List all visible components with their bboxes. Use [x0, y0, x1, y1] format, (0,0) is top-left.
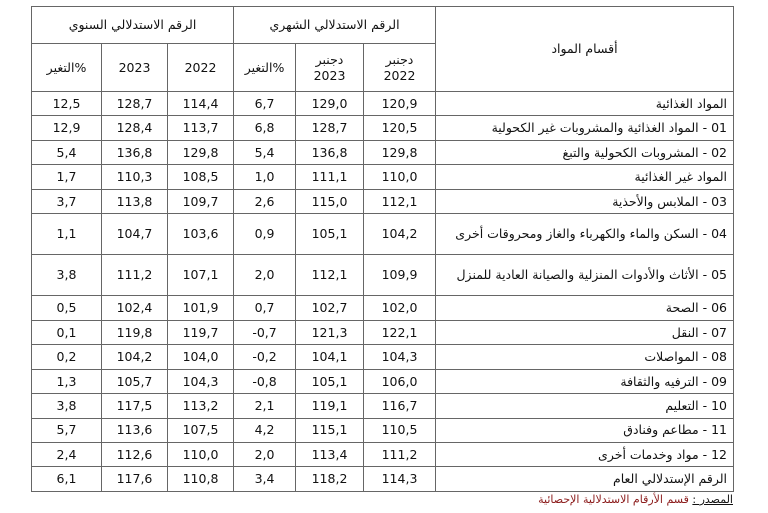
- cell-a-23: 119,8: [102, 320, 168, 344]
- cell-a-chg: 12,5: [32, 92, 102, 116]
- cell-a-22: 109,7: [168, 189, 234, 213]
- row-label: المواد الغذائية: [436, 92, 734, 116]
- table-row: [32, 116, 734, 140]
- cell-a-23: 102,4: [102, 296, 168, 320]
- cpi-table: [31, 6, 734, 492]
- table-row: [32, 369, 734, 393]
- cell-m-chg: 3,4: [234, 467, 296, 492]
- table-row: [32, 214, 734, 255]
- annual-2022-header: 2022: [168, 44, 234, 92]
- cell-m-22: 116,7: [364, 394, 436, 418]
- cell-m-chg: 0,9: [234, 214, 296, 255]
- table-body: [32, 92, 734, 492]
- cell-m-23: 136,8: [296, 140, 364, 164]
- cell-m-chg: 4,2: [234, 418, 296, 442]
- cell-a-chg: 3,8: [32, 255, 102, 296]
- cell-m-23: 102,7: [296, 296, 364, 320]
- category-header: أقسام المواد: [436, 7, 734, 92]
- cell-a-23: 117,6: [102, 467, 168, 492]
- source-note: [480, 493, 733, 506]
- cell-m-chg: -0,8: [234, 369, 296, 393]
- row-label: 10 - التعليم: [436, 394, 734, 418]
- cell-a-23: 111,2: [102, 255, 168, 296]
- cell-m-chg: 2,6: [234, 189, 296, 213]
- cell-m-22: 104,2: [364, 214, 436, 255]
- cell-a-23: 112,6: [102, 442, 168, 466]
- table-row: [32, 442, 734, 466]
- row-label: المواد غير الغذائية: [436, 165, 734, 189]
- monthly-dec-2023-header: دجنبر 2023: [296, 44, 364, 92]
- cell-a-23: 104,2: [102, 345, 168, 369]
- cell-m-chg: -0,7: [234, 320, 296, 344]
- cell-a-22: 108,5: [168, 165, 234, 189]
- cell-a-23: 113,8: [102, 189, 168, 213]
- row-label: 08 - المواصلات: [436, 345, 734, 369]
- table-row: [32, 394, 734, 418]
- cell-m-22: 129,8: [364, 140, 436, 164]
- cell-m-22: 106,0: [364, 369, 436, 393]
- cell-m-23: 121,3: [296, 320, 364, 344]
- source-text: قسم الأرقام الاستدلالية الإحصائية: [538, 493, 689, 506]
- cell-m-22: 104,3: [364, 345, 436, 369]
- cell-a-23: 128,4: [102, 116, 168, 140]
- row-label: الرقم الإستدلالي العام: [436, 467, 734, 492]
- cell-m-22: 102,0: [364, 296, 436, 320]
- cell-a-chg: 3,7: [32, 189, 102, 213]
- cell-a-23: 117,5: [102, 394, 168, 418]
- cell-m-chg: 1,0: [234, 165, 296, 189]
- cell-m-22: 110,0: [364, 165, 436, 189]
- cell-a-23: 128,7: [102, 92, 168, 116]
- annual-index-header: الرقم الاستدلالي السنوي: [32, 7, 234, 44]
- monthly-dec-2022-header: دجنبر 2022: [364, 44, 436, 92]
- monthly-index-header: الرقم الاستدلالي الشهري: [234, 7, 436, 44]
- cell-m-chg: 6,7: [234, 92, 296, 116]
- cell-a-22: 103,6: [168, 214, 234, 255]
- row-label: 02 - المشروبات الكحولية والتبغ: [436, 140, 734, 164]
- cell-a-22: 114,4: [168, 92, 234, 116]
- cell-a-22: 104,0: [168, 345, 234, 369]
- table-row: [32, 189, 734, 213]
- cell-m-23: 129,0: [296, 92, 364, 116]
- cell-m-23: 119,1: [296, 394, 364, 418]
- monthly-change-header: التغير%: [234, 44, 296, 92]
- cell-a-22: 129,8: [168, 140, 234, 164]
- cell-m-23: 111,1: [296, 165, 364, 189]
- cell-a-chg: 0,5: [32, 296, 102, 320]
- cell-m-22: 122,1: [364, 320, 436, 344]
- cell-a-22: 107,1: [168, 255, 234, 296]
- cell-a-chg: 1,1: [32, 214, 102, 255]
- cell-a-23: 136,8: [102, 140, 168, 164]
- cell-a-chg: 5,4: [32, 140, 102, 164]
- table-row: [32, 140, 734, 164]
- cell-m-chg: -0,2: [234, 345, 296, 369]
- cell-m-23: 115,1: [296, 418, 364, 442]
- table-row: [32, 92, 734, 116]
- cell-a-chg: 0,2: [32, 345, 102, 369]
- cell-m-23: 104,1: [296, 345, 364, 369]
- cell-a-22: 101,9: [168, 296, 234, 320]
- row-label: 04 - السكن والماء والكهرباء والغاز ومحروقات أخرى: [436, 214, 734, 255]
- cell-a-22: 104,3: [168, 369, 234, 393]
- cell-m-chg: 0,7: [234, 296, 296, 320]
- cell-a-chg: 0,1: [32, 320, 102, 344]
- cell-a-chg: 12,9: [32, 116, 102, 140]
- cell-a-23: 104,7: [102, 214, 168, 255]
- cell-m-22: 110,5: [364, 418, 436, 442]
- cell-m-22: 114,3: [364, 467, 436, 492]
- row-label: 11 - مطاعم وفنادق: [436, 418, 734, 442]
- row-label: 09 - الترفيه والثقافة: [436, 369, 734, 393]
- cell-m-22: 109,9: [364, 255, 436, 296]
- annual-change-header: التغير%: [32, 44, 102, 92]
- cell-a-22: 119,7: [168, 320, 234, 344]
- annual-2023-header: 2023: [102, 44, 168, 92]
- cell-m-chg: 6,8: [234, 116, 296, 140]
- cell-a-chg: 5,7: [32, 418, 102, 442]
- cell-a-chg: 1,7: [32, 165, 102, 189]
- table-row: [32, 345, 734, 369]
- cell-m-chg: 2,0: [234, 255, 296, 296]
- row-label: 03 - الملابس والأحذية: [436, 189, 734, 213]
- table-row: [32, 418, 734, 442]
- cell-m-23: 128,7: [296, 116, 364, 140]
- cell-a-23: 113,6: [102, 418, 168, 442]
- cell-m-chg: 2,0: [234, 442, 296, 466]
- row-label: 12 - مواد وخدمات أخرى: [436, 442, 734, 466]
- table-row: [32, 320, 734, 344]
- cell-a-chg: 3,8: [32, 394, 102, 418]
- cell-a-23: 110,3: [102, 165, 168, 189]
- cell-a-22: 110,0: [168, 442, 234, 466]
- cell-m-chg: 5,4: [234, 140, 296, 164]
- cell-a-23: 105,7: [102, 369, 168, 393]
- cell-m-23: 115,0: [296, 189, 364, 213]
- table-row: [32, 165, 734, 189]
- cell-a-22: 107,5: [168, 418, 234, 442]
- cell-a-chg: 1,3: [32, 369, 102, 393]
- cell-a-22: 110,8: [168, 467, 234, 492]
- table-row: [32, 255, 734, 296]
- cell-a-22: 113,2: [168, 394, 234, 418]
- row-label: 06 - الصحة: [436, 296, 734, 320]
- cell-a-chg: 6,1: [32, 467, 102, 492]
- row-label: 01 - المواد الغذائية والمشروبات غير الكحولية: [436, 116, 734, 140]
- table-row: [32, 467, 734, 492]
- cell-m-23: 118,2: [296, 467, 364, 492]
- cell-m-chg: 2,1: [234, 394, 296, 418]
- cell-m-22: 120,5: [364, 116, 436, 140]
- cell-m-22: 120,9: [364, 92, 436, 116]
- cell-m-22: 112,1: [364, 189, 436, 213]
- cell-m-23: 112,1: [296, 255, 364, 296]
- table-row: [32, 296, 734, 320]
- cell-m-23: 105,1: [296, 369, 364, 393]
- source-label: المصدر :: [692, 493, 733, 506]
- cell-m-23: 105,1: [296, 214, 364, 255]
- cell-a-chg: 2,4: [32, 442, 102, 466]
- row-label: 07 - النقل: [436, 320, 734, 344]
- cell-m-22: 111,2: [364, 442, 436, 466]
- cell-a-22: 113,7: [168, 116, 234, 140]
- cell-m-23: 113,4: [296, 442, 364, 466]
- row-label: 05 - الأثاث والأدوات المنزلية والصيانة العادية للمنزل: [436, 255, 734, 296]
